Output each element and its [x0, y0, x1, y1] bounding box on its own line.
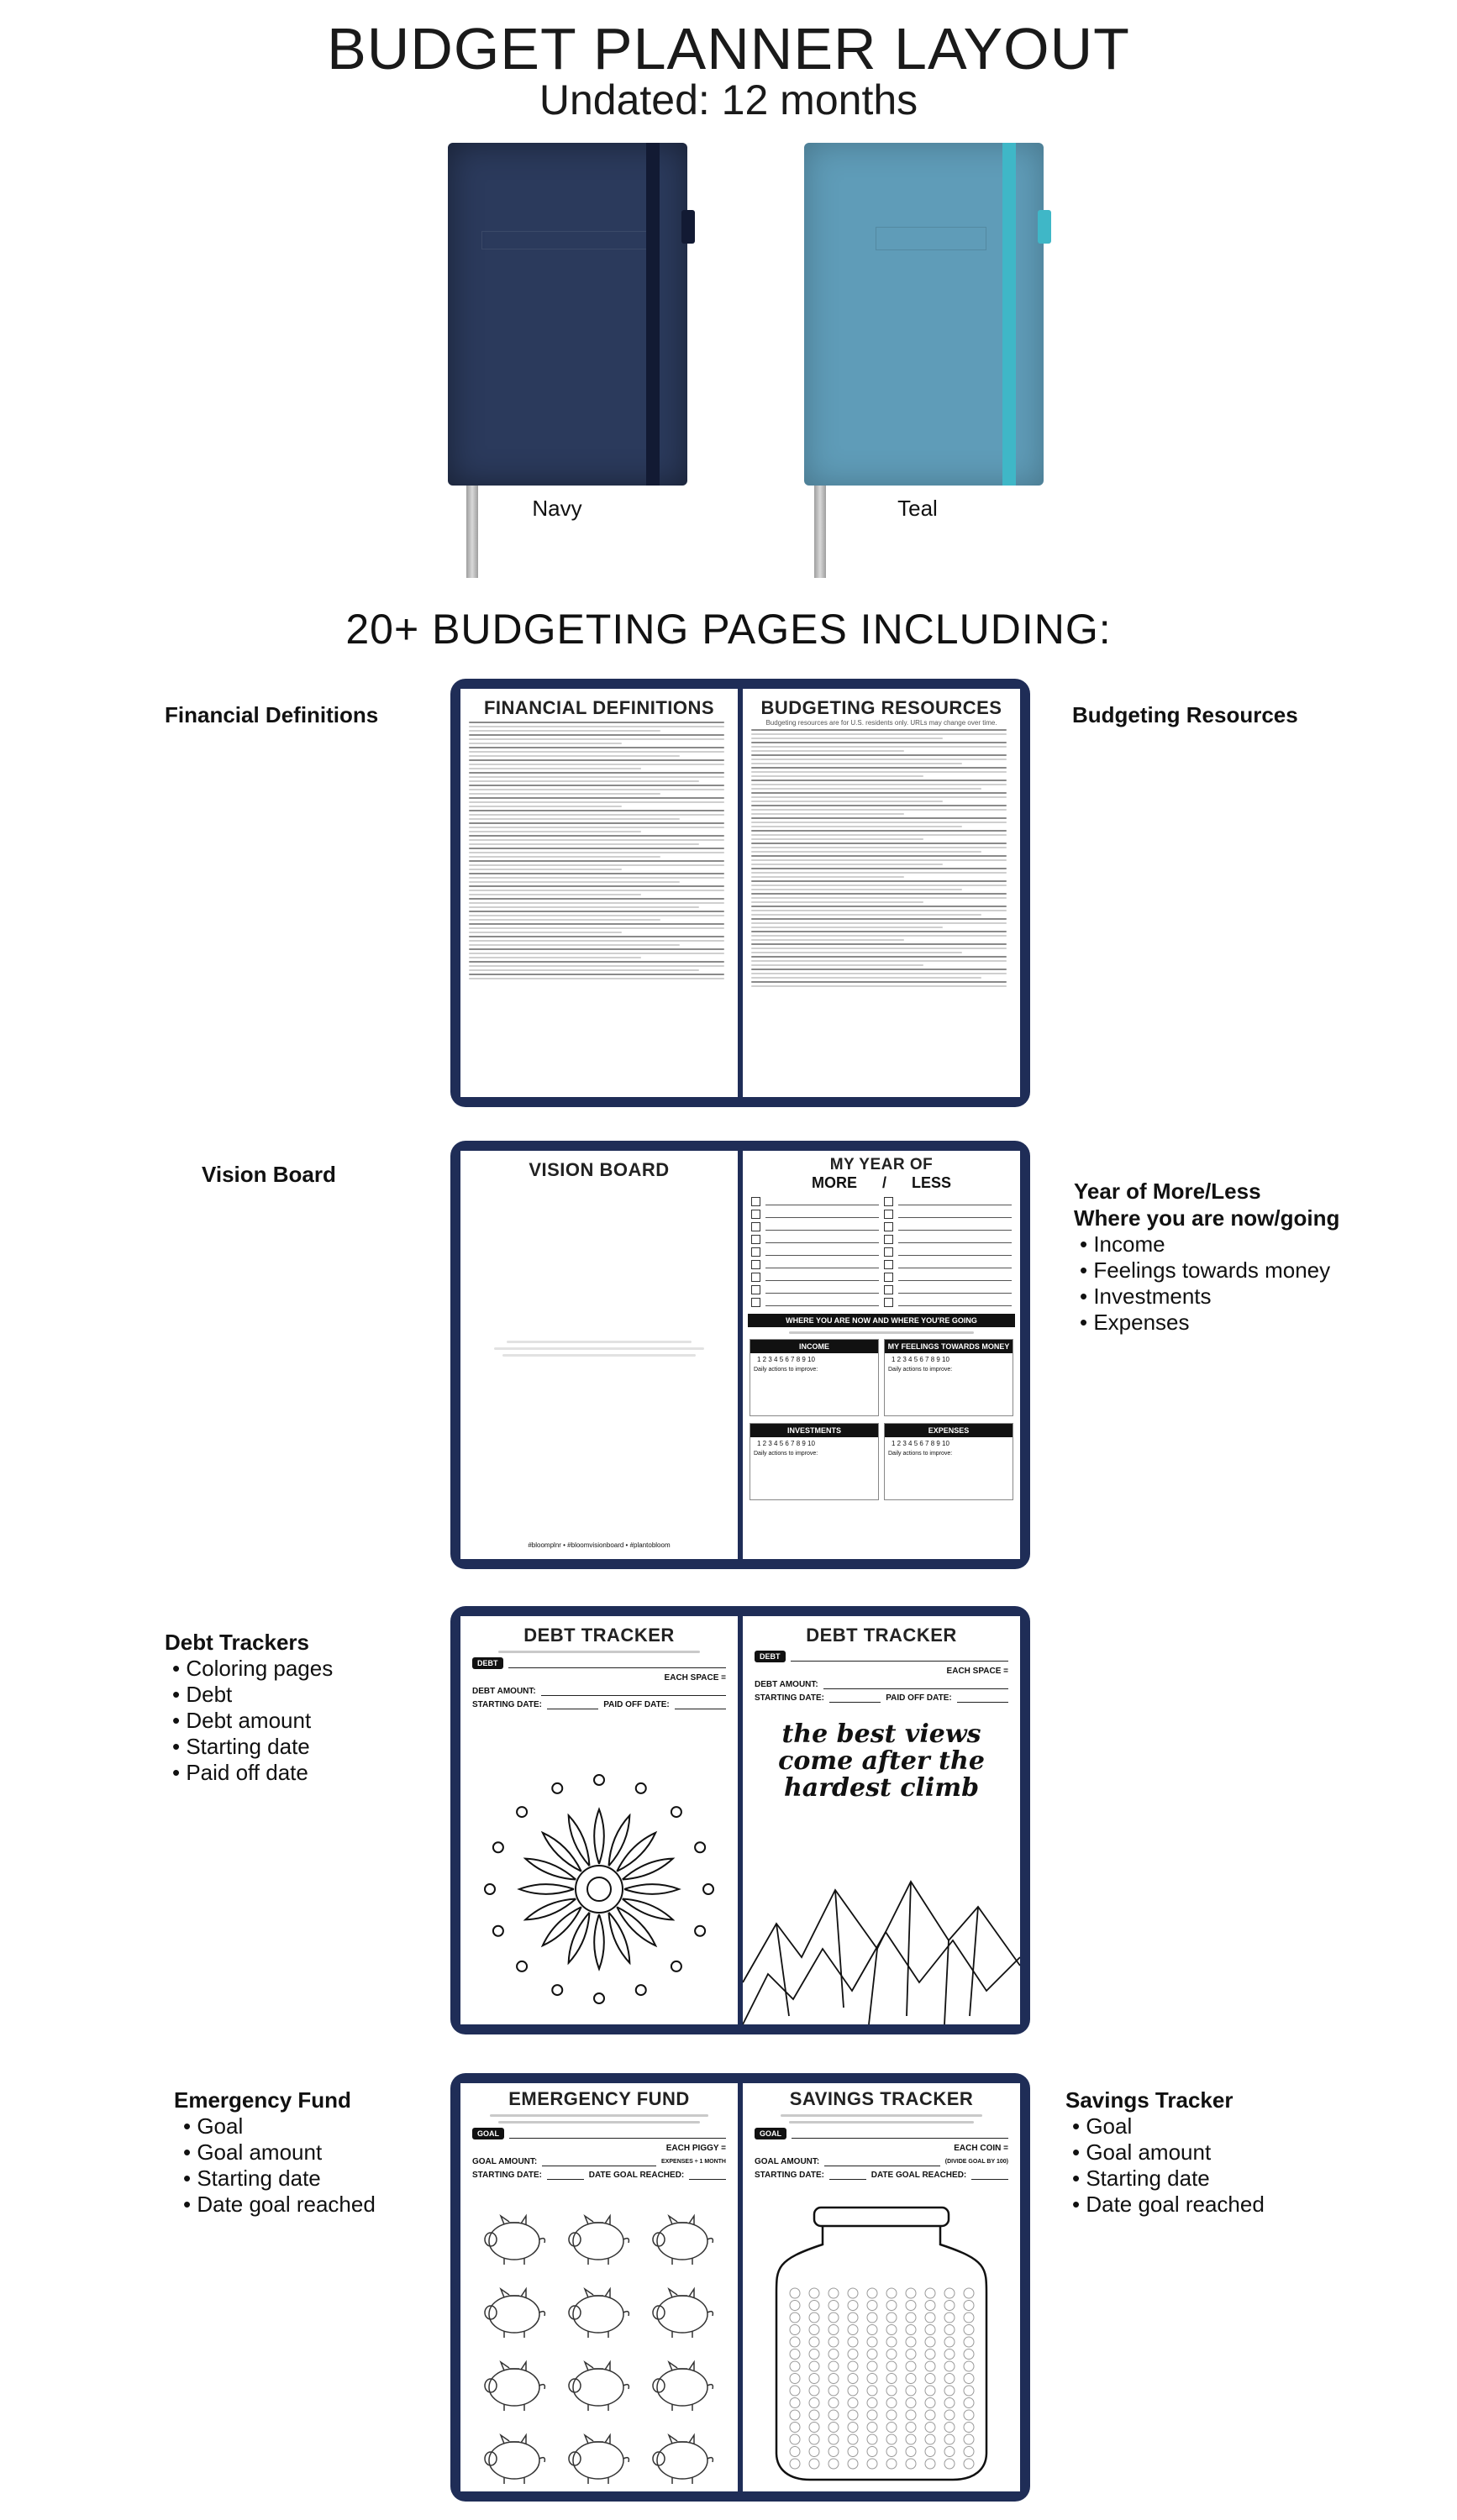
- text-line: [751, 935, 1007, 937]
- text-line: [751, 801, 943, 802]
- text-line: [751, 729, 1007, 731]
- text-line: [751, 893, 1007, 895]
- piggy-grid: [476, 2211, 728, 2491]
- list-item: • Investments: [1080, 1284, 1212, 1309]
- text-line: [751, 754, 1007, 756]
- text-line: [751, 960, 1007, 962]
- text-line: [751, 985, 1007, 987]
- text-line: [751, 763, 962, 764]
- list-year-items: [1080, 1231, 1330, 1336]
- quote-line-3: hardest climb: [783, 1773, 980, 1803]
- text-line: [751, 859, 1007, 861]
- piggy-bank-icon: [560, 2284, 644, 2345]
- list-item: • Starting date: [1072, 2166, 1210, 2191]
- text-line: [751, 792, 1007, 794]
- list-emergency-items: [183, 2113, 376, 2218]
- text-line: [469, 793, 660, 795]
- text-line: [469, 953, 724, 954]
- text-line: [469, 835, 724, 837]
- text-line: [469, 923, 724, 925]
- text-line: [469, 890, 724, 891]
- text-line: [469, 978, 724, 979]
- text-line: [751, 931, 1007, 932]
- quote-line-1: the best views: [781, 1719, 981, 1749]
- label-year-of-more-less: Year of More/Less: [1074, 1179, 1261, 1204]
- text-line: [469, 944, 680, 946]
- page-year-of-more-less: MY YEAR OF MORE / LESS WHERE YOU ARE NOW AND WHERE YOU'RE GOING INCOME 1 2 3 4 5 6 7 8 9 10 Daily actions to improve: MY FEELINGS TOWARDS MONEY 1 2 3 4 5 6 7 8 9 10 Daily actions to improve: INVESTMENTS 1 2 3 4 5 6 7 8 9 10 Daily actions to improve: EXPENSES 1 2 3 4 5 6 7 8 9 10 Daily actions to improve:: [743, 1151, 1020, 1559]
- text-line: [751, 885, 1007, 886]
- cover-teal: [804, 143, 1044, 486]
- text-line: [469, 927, 724, 929]
- more-less-row[interactable]: [751, 1208, 1012, 1221]
- text-line: [751, 771, 1007, 773]
- list-item: • Coloring pages: [172, 1656, 334, 1681]
- pen-loop: [1038, 210, 1051, 244]
- text-line: [469, 831, 641, 832]
- text-line: [469, 768, 641, 769]
- text-line: [751, 922, 1007, 924]
- text-line: [469, 869, 622, 870]
- text-line: [469, 755, 680, 757]
- text-line: [751, 897, 1007, 899]
- text-line: [751, 889, 962, 890]
- text-line: [751, 843, 1007, 844]
- text-line: [751, 851, 981, 853]
- page-title: BUDGET PLANNER LAYOUT: [327, 16, 1130, 81]
- text-line: [469, 839, 724, 841]
- ribbon-bookmark: [814, 486, 826, 578]
- piggy-bank-icon: [560, 2357, 644, 2418]
- more-less-row[interactable]: [751, 1284, 1012, 1296]
- mandala-illustration: [460, 1763, 738, 2015]
- text-line: [469, 722, 724, 723]
- text-line: [751, 964, 923, 966]
- text-line: [469, 810, 724, 811]
- text-line: [751, 742, 1007, 743]
- text-line: [751, 956, 1007, 958]
- text-line: [751, 847, 1007, 848]
- text-line: [469, 948, 724, 950]
- text-line: [751, 927, 943, 928]
- piggy-bank-icon: [644, 2211, 728, 2272]
- list-item: • Date goal reached: [1072, 2192, 1265, 2217]
- text-line: [751, 914, 981, 916]
- jar-illustration: [743, 2201, 1020, 2486]
- text-line: [469, 747, 724, 748]
- text-line: [751, 952, 962, 953]
- text-line: [469, 843, 699, 845]
- text-line: [751, 918, 1007, 920]
- text-line: [469, 881, 680, 883]
- list-item: • Goal amount: [183, 2139, 323, 2165]
- text-line: [469, 919, 660, 921]
- label-where-you-are: Where you are now/going: [1074, 1205, 1340, 1231]
- label-debt-trackers: Debt Trackers: [165, 1630, 309, 1655]
- text-line: [751, 855, 1007, 857]
- text-line: [469, 965, 724, 967]
- text-line: [751, 880, 1007, 882]
- page-subtitle: Undated: 12 months: [539, 76, 918, 123]
- text-line: [751, 872, 1007, 874]
- page-debt-tracker-left: DEBT TRACKER DEBT EACH SPACE = DEBT AMOUNT: STARTING DATE: PAID OFF DATE:: [460, 1616, 738, 2024]
- more-less-row[interactable]: [751, 1271, 1012, 1284]
- text-line: [469, 932, 622, 933]
- list-item: • Feelings towards money: [1080, 1257, 1331, 1283]
- label-emergency-fund: Emergency Fund: [174, 2087, 351, 2113]
- piggy-bank-icon: [476, 2211, 560, 2272]
- text-line: [469, 856, 660, 858]
- text-line: [751, 943, 1007, 945]
- text-line: [469, 906, 699, 908]
- text-line: [469, 738, 724, 740]
- list-item: • Starting date: [183, 2166, 321, 2191]
- piggy-bank-icon: [476, 2357, 560, 2418]
- page-budgeting-resources: BUDGETING RESOURCES Budgeting resources are for U.S. residents only. URLs may change over time.: [743, 689, 1020, 1097]
- text-line: [751, 838, 923, 840]
- text-line: [751, 969, 1007, 970]
- text-line: [469, 751, 724, 753]
- text-line: [751, 775, 923, 777]
- text-line: [751, 813, 904, 815]
- piggy-bank-icon: [644, 2357, 728, 2418]
- text-line: [469, 822, 724, 824]
- text-line: [751, 750, 904, 752]
- text-line: [469, 974, 724, 975]
- page-debt-tracker-right: DEBT TRACKER DEBT EACH SPACE = DEBT AMOUNT: STARTING DATE: PAID OFF DATE: the best views come after the hardest climb: [743, 1616, 1020, 2024]
- text-line: [751, 876, 904, 878]
- list-item: • Debt amount: [172, 1708, 312, 1733]
- spread-emergency-savings: [450, 2073, 1030, 2502]
- list-item: • Paid off date: [172, 1760, 308, 1785]
- text-line: [751, 864, 943, 865]
- text-line: [751, 809, 1007, 811]
- text-line: [751, 733, 1007, 735]
- text-line: [469, 726, 724, 727]
- text-line: [469, 814, 724, 816]
- text-line: [469, 801, 724, 803]
- text-line: [751, 796, 1007, 798]
- list-savings-items: [1072, 2113, 1265, 2218]
- label-budgeting-resources: Budgeting Resources: [1072, 702, 1298, 727]
- piggy-bank-icon: [644, 2284, 728, 2345]
- text-line: [751, 780, 1007, 781]
- text-line: [469, 734, 724, 736]
- more-less-row[interactable]: [751, 1246, 1012, 1258]
- text-line: [751, 767, 1007, 769]
- quote-line-2: come after the: [778, 1746, 985, 1776]
- page-emergency-fund: EMERGENCY FUND GOAL EACH PIGGY = GOAL AMOUNT: EXPENSES ÷ 1 MONTH STARTING DATE: DATE GOAL REACHED:: [460, 2083, 738, 2491]
- text-line: [751, 805, 1007, 806]
- text-line: [751, 834, 1007, 836]
- page-vision-board: VISION BOARD #bloomplnr • #bloomvisionboard • #plantobloom: [460, 1151, 738, 1559]
- list-item: • Debt: [172, 1682, 233, 1707]
- text-line: [751, 981, 1007, 983]
- more-less-row[interactable]: [751, 1233, 1012, 1246]
- text-line: [751, 868, 1007, 869]
- text-line: [751, 817, 1007, 819]
- text-line: [469, 759, 724, 761]
- spread-vision-board: [450, 1141, 1030, 1569]
- list-item: • Date goal reached: [183, 2192, 376, 2217]
- text-line: [469, 940, 724, 942]
- list-item: • Goal: [183, 2113, 244, 2139]
- section-heading: 20+ BUDGETING PAGES INCLUDING:: [345, 606, 1112, 653]
- more-less-row[interactable]: [751, 1195, 1012, 1208]
- text-line: [469, 785, 724, 786]
- text-line: [469, 730, 660, 732]
- page-financial-definitions: FINANCIAL DEFINITIONS: [460, 689, 738, 1097]
- list-item: • Income: [1080, 1231, 1165, 1257]
- text-line: [469, 797, 724, 799]
- list-item: • Expenses: [1080, 1310, 1190, 1335]
- text-line: [751, 906, 1007, 907]
- cover-label-teal: Teal: [897, 496, 938, 521]
- text-line: [751, 948, 1007, 949]
- text-line: [469, 743, 622, 744]
- text-line: [751, 939, 904, 941]
- text-line: [751, 826, 962, 827]
- piggy-bank-icon: [560, 2430, 644, 2491]
- piggy-bank-icon: [560, 2211, 644, 2272]
- text-line: [469, 961, 724, 963]
- text-line: [469, 852, 724, 853]
- text-line: [751, 759, 1007, 760]
- more-less-row[interactable]: [751, 1258, 1012, 1271]
- text-line: [751, 901, 923, 903]
- text-line: [469, 894, 641, 895]
- label-financial-definitions: Financial Definitions: [165, 702, 379, 727]
- mountains-illustration: [743, 1856, 1020, 2024]
- text-line: [751, 784, 1007, 785]
- elastic-band: [646, 143, 660, 486]
- label-vision-board: Vision Board: [202, 1162, 336, 1187]
- more-less-row[interactable]: [751, 1296, 1012, 1309]
- text-line: [469, 911, 724, 912]
- text-line: [469, 772, 724, 774]
- text-line: [751, 910, 1007, 911]
- list-item: • Goal: [1072, 2113, 1133, 2139]
- label-savings-tracker: Savings Tracker: [1065, 2087, 1233, 2113]
- page-savings-tracker: SAVINGS TRACKER GOAL EACH COIN = GOAL AMOUNT: (DIVIDE GOAL BY 100) STARTING DATE: DATE GOAL REACHED:: [743, 2083, 1020, 2491]
- text-line: [751, 973, 1007, 974]
- pen-loop: [681, 210, 695, 244]
- text-line: [751, 788, 981, 790]
- piggy-bank-icon: [476, 2284, 560, 2345]
- text-line: [469, 848, 724, 849]
- piggy-bank-icon: [476, 2430, 560, 2491]
- cover-navy: [448, 143, 687, 486]
- list-item: • Goal amount: [1072, 2139, 1212, 2165]
- piggy-bank-icon: [644, 2430, 728, 2491]
- text-line: [469, 902, 724, 904]
- text-line: [469, 764, 724, 765]
- text-line: [469, 936, 724, 937]
- elastic-band: [1002, 143, 1016, 486]
- text-line: [469, 864, 724, 866]
- text-line: [751, 738, 943, 739]
- more-less-row[interactable]: [751, 1221, 1012, 1233]
- list-debt-items: [172, 1656, 333, 1786]
- text-line: [751, 822, 1007, 823]
- text-line: [469, 877, 724, 879]
- text-line: [469, 827, 724, 828]
- text-line: [751, 830, 1007, 832]
- text-line: [751, 977, 981, 979]
- text-line: [469, 860, 724, 862]
- cover-label-navy: Navy: [532, 496, 582, 521]
- text-line: [469, 898, 724, 900]
- text-line: [469, 969, 699, 971]
- text-line: [751, 746, 1007, 748]
- text-line: [469, 957, 641, 958]
- list-item: • Starting date: [172, 1734, 310, 1759]
- spread-debt-tracker: [450, 1606, 1030, 2034]
- text-line: [469, 789, 724, 790]
- text-line: [469, 806, 622, 807]
- text-line: [469, 915, 724, 916]
- spread-definitions-resources: [450, 679, 1030, 1107]
- text-line: [469, 818, 680, 820]
- text-line: [469, 885, 724, 887]
- text-line: [469, 776, 724, 778]
- text-line: [469, 873, 724, 874]
- text-line: [469, 780, 699, 782]
